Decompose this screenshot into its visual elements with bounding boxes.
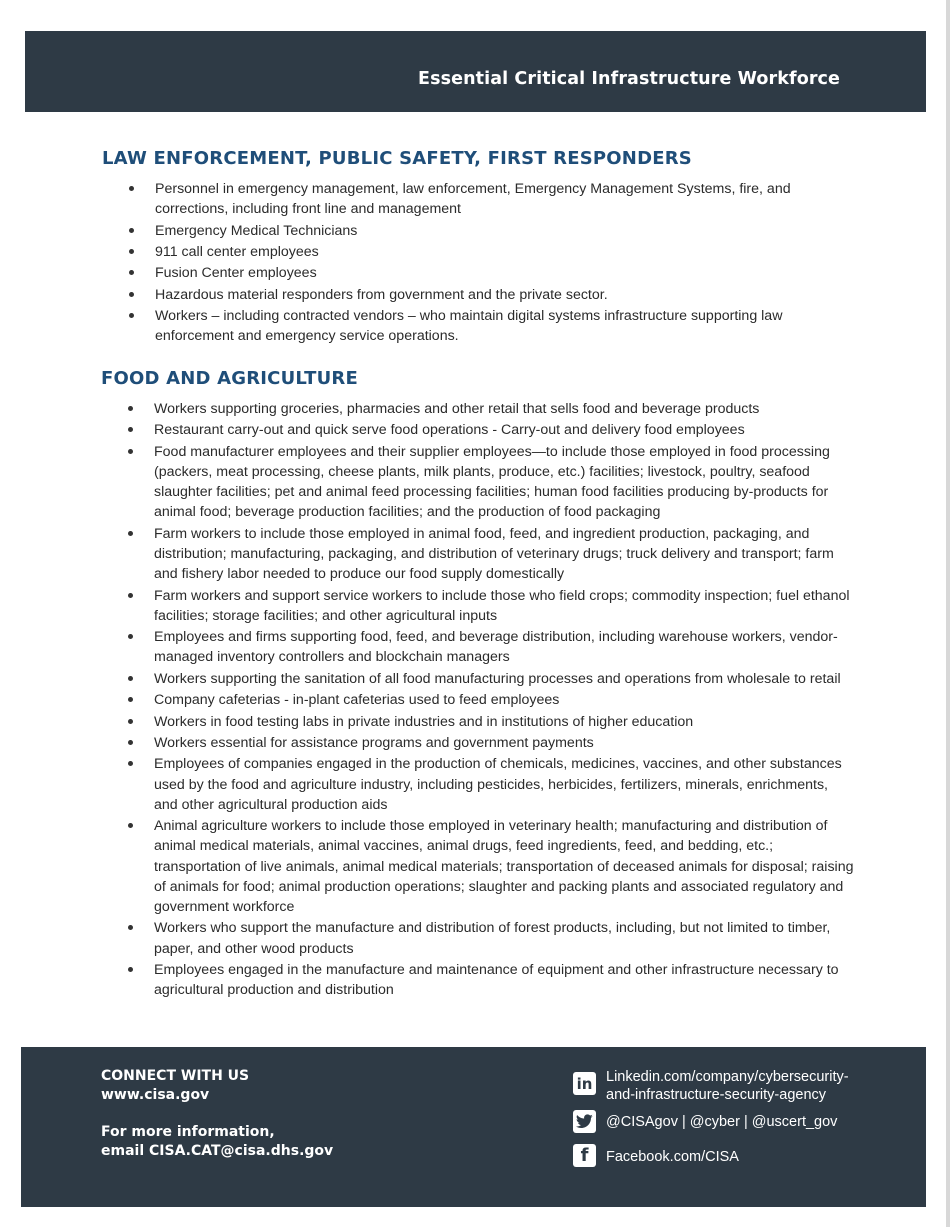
connect-label: CONNECT WITH US: [101, 1068, 250, 1084]
list-item: Workers essential for assistance programs and government payments: [125, 733, 855, 753]
list-item: Workers supporting the sanitation of all food manufacturing processes and operations from wholesale to retail: [125, 669, 855, 689]
food-agriculture-list: [125, 399, 855, 1002]
twitter-link[interactable]: [573, 1110, 866, 1133]
list-item: Company cafeterias - in-plant cafeterias used to feed employees: [125, 690, 855, 710]
list-item: Fusion Center employees: [126, 263, 826, 283]
section-heading-law-enforcement: LAW ENFORCEMENT, PUBLIC SAFETY, FIRST RESPONDERS: [102, 148, 692, 169]
list-item: Employees engaged in the manufacture and maintenance of equipment and other infrastructure necessary to agricultural production and distribution: [125, 960, 855, 1000]
section-heading-food-agriculture: FOOD AND AGRICULTURE: [101, 368, 358, 389]
list-item: Workers supporting groceries, pharmacies and other retail that sells food and beverage products: [125, 399, 855, 419]
twitter-handles[interactable]: @CISAgov | @cyber | @uscert_gov: [606, 1114, 838, 1130]
list-item: 911 call center employees: [126, 242, 826, 262]
footer-band: [21, 1047, 926, 1207]
contact-email[interactable]: email CISA.CAT@cisa.dhs.gov: [101, 1143, 334, 1159]
list-item: Personnel in emergency management, law enforcement, Emergency Management Systems, fire, and corrections, including front line and management: [126, 179, 826, 219]
twitter-bird-glyph: [576, 1114, 593, 1129]
list-item: Animal agriculture workers to include those employed in veterinary health; manufacturing and distribution of animal medical materials, animal vaccines, animal drugs, feed ingredients, feed, and bedding, etc.; transportation of live animals, animal medical materials; transportation of deceased animals for disposal; raising of animals for food; animal production operations; slaughter and packing plants and associated regulatory and government workforce: [125, 816, 855, 917]
header-band: [25, 31, 926, 112]
twitter-icon: [573, 1110, 596, 1133]
document-title: Essential Critical Infrastructure Workforce: [418, 69, 840, 89]
list-item: Hazardous material responders from government and the private sector.: [126, 285, 826, 305]
linkedin-link[interactable]: [573, 1068, 866, 1104]
list-item: Food manufacturer employees and their supplier employees—to include those employed in food processing (packers, meat processing, cheese plants, milk plants, produce, etc.) facilities; livestock, poultry, seafood slaughter facilities; pet and animal feed processing facilities; human food facilities producing by-products for animal food; beverage production facilities; and the production of food packaging: [125, 442, 855, 523]
list-item: Employees of companies engaged in the production of chemicals, medicines, vaccines, and other substances used by the food and agriculture industry, including pesticides, herbicides, fertilizers, minerals, enrichments, and other agricultural production aids: [125, 754, 855, 815]
list-item: Farm workers and support service workers to include those who field crops; commodity inspection; fuel ethanol facilities; storage facilities; and other agricultural inputs: [125, 586, 855, 626]
facebook-link[interactable]: [573, 1144, 866, 1167]
linkedin-icon: in: [573, 1072, 596, 1095]
law-enforcement-list: [126, 179, 826, 348]
more-info-label: For more information,: [101, 1124, 275, 1140]
page-edge-shadow: [946, 0, 950, 1227]
list-item: Workers – including contracted vendors – who maintain digital systems infrastructure supporting law enforcement and emergency service operations.: [126, 306, 826, 346]
facebook-url[interactable]: Facebook.com/CISA: [606, 1149, 739, 1165]
list-item: Workers who support the manufacture and distribution of forest products, including, but not limited to timber, paper, and other wood products: [125, 918, 855, 958]
list-item: Emergency Medical Technicians: [126, 221, 826, 241]
facebook-icon: f: [573, 1144, 596, 1167]
website-link[interactable]: www.cisa.gov: [101, 1087, 210, 1103]
list-item: Workers in food testing labs in private industries and in institutions of higher education: [125, 712, 855, 732]
list-item: Farm workers to include those employed in animal food, feed, and ingredient production, packaging, and distribution; manufacturing, packaging, and distribution of veterinary drugs; truck delivery and transport; farm and fishery labor needed to produce our food supply domestically: [125, 524, 855, 585]
list-item: Restaurant carry-out and quick serve food operations - Carry-out and delivery food employees: [125, 420, 855, 440]
list-item: Employees and firms supporting food, feed, and beverage distribution, including warehouse workers, vendor-managed inventory controllers and blockchain managers: [125, 627, 855, 667]
linkedin-url[interactable]: Linkedin.com/company/cybersecurity-and-infrastructure-security-agency: [606, 1069, 849, 1103]
